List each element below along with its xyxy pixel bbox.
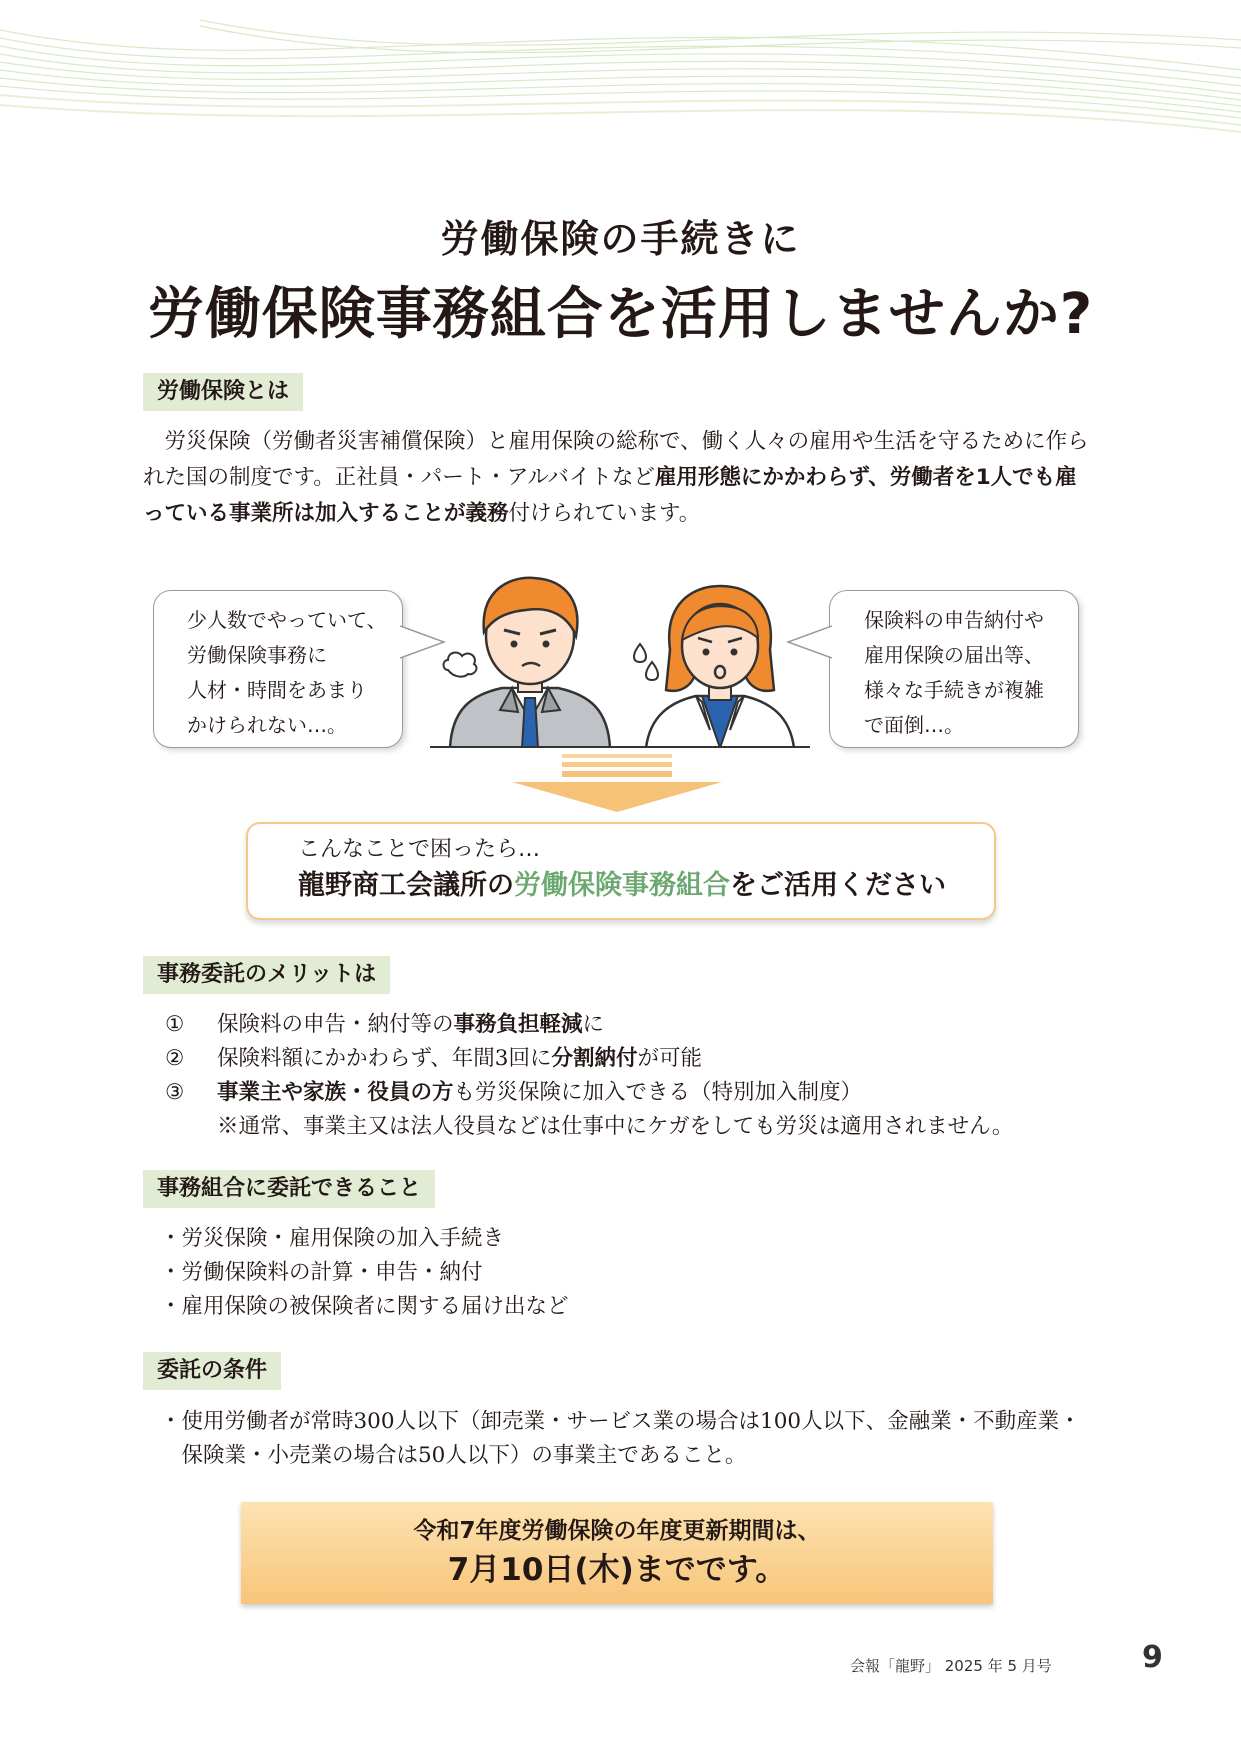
page-number: 9: [1142, 1640, 1163, 1675]
notice-line-1: 令和7年度労働保険の年度更新期間は、: [413, 1518, 821, 1544]
tasks-list: [160, 1222, 1120, 1324]
speech-bubble-right: [829, 590, 1079, 748]
section-label-tasks: 事務組合に委託できること: [143, 1170, 435, 1208]
renewal-notice-box: [241, 1502, 993, 1604]
callout-box: [246, 822, 996, 920]
list-item: ・雇用保険の被保険者に関する届け出など: [160, 1294, 569, 1319]
section-label-conditions: 委託の条件: [143, 1352, 281, 1390]
bubble-left-line: 人材・時間をあまり: [187, 678, 367, 702]
bubble-left-line: かけられない…。: [187, 713, 347, 737]
conditions-line: ・使用労働者が常時300人以下（卸売業・サービス業の場合は100人以下、金融業・不動産業・: [160, 1409, 1081, 1434]
bubble-right-line: 雇用保険の届出等、: [864, 643, 1044, 667]
bubble-left-line: 労働保険事務に: [187, 643, 327, 667]
list-item: ① 保険料の申告・納付等の事務負担軽減に: [165, 1012, 605, 1037]
callout-line-2: 龍野商工会議所の労働保険事務組合をご活用ください: [298, 870, 946, 901]
merits-note: ※通常、事業主又は法人役員などは仕事中にケガをしても労災は適用されません。: [217, 1114, 1014, 1139]
notice-line-2: 7月10日(木)までです。: [447, 1552, 787, 1588]
about-paragraph: 労災保険（労働者災害補償保険）と雇用保険の総称で、働く人々の雇用や生活を守るために作られた国の制度です。正社員・パート・アルバイトなど雇用形態にかかわらず、労働者を1人でも雇っている事業所は加入することが義務付けられています。: [143, 429, 1089, 526]
callout-line-1: こんなことで困ったら…: [298, 837, 541, 862]
speech-bubble-left: [153, 590, 403, 748]
header-wave-decoration: [0, 0, 1241, 150]
sweat-drops-icon: [628, 640, 666, 686]
section-label-about: 労働保険とは: [143, 373, 303, 411]
sigh-puff-icon: [440, 640, 480, 680]
page-title: 労働保険事務組合を活用しませんか?: [147, 282, 1094, 347]
footer-publication: 会報「龍野」 2025 年 5 月号: [850, 1657, 1052, 1675]
list-item: ③ 事業主や家族・役員の方も労災保険に加入できる（特別加入制度）: [165, 1080, 863, 1105]
list-item: ・労災保険・雇用保険の加入手続き: [160, 1226, 505, 1251]
page-subtitle: 労働保険の手続きに: [440, 217, 801, 261]
section-label-merits: 事務委託のメリットは: [143, 956, 390, 994]
figures-baseline: [430, 746, 810, 748]
bubble-right-line: 保険料の申告納付や: [864, 608, 1044, 632]
list-item: ② 保険料額にかかわらず、年間3回に分割納付が可能: [165, 1046, 702, 1071]
conditions-text: [160, 1405, 1120, 1473]
down-arrow-icon: [512, 754, 722, 814]
list-item: ・労働保険料の計算・申告・納付: [160, 1260, 483, 1285]
conditions-line: 保険業・小売業の場合は50人以下）の事業主であること。: [160, 1443, 747, 1468]
bubble-right-line: で面倒…。: [864, 713, 964, 737]
merits-list: [165, 1008, 1125, 1144]
bubble-right-line: 様々な手続きが複雑: [864, 678, 1044, 702]
bubble-left-line: 少人数でやっていて、: [187, 608, 387, 632]
